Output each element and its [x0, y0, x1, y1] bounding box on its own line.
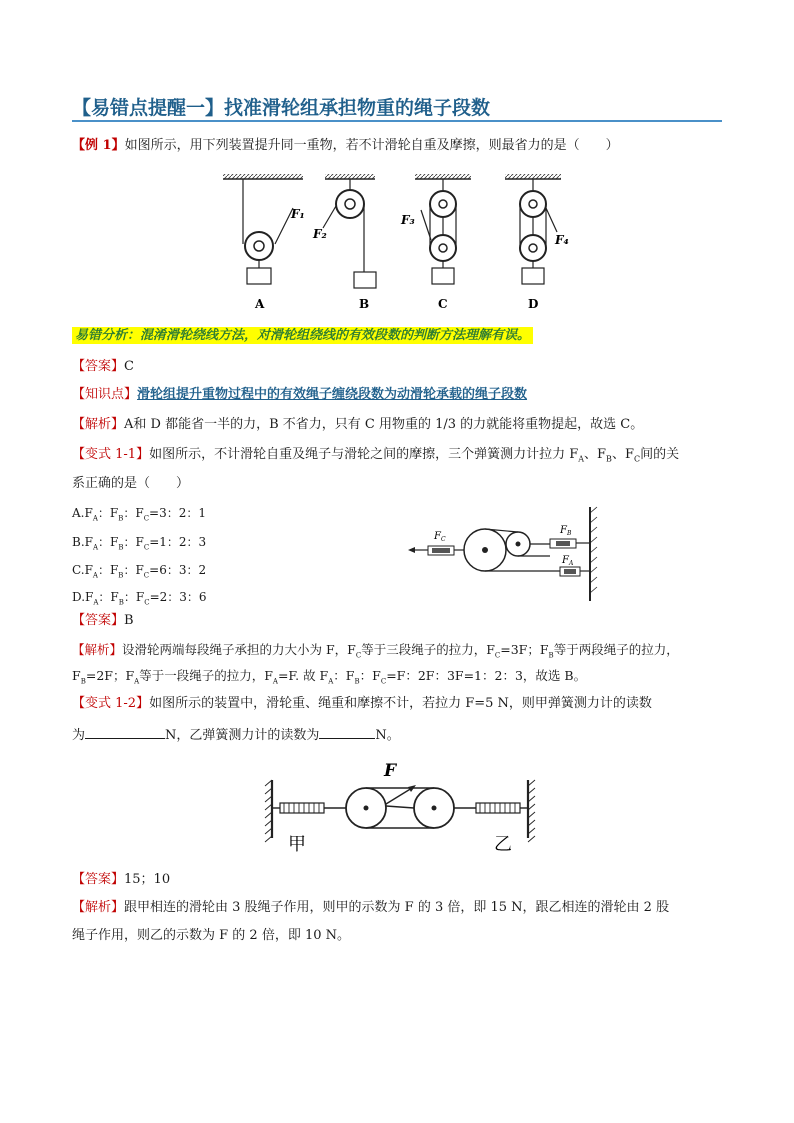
analysis-2-t10: ：F: [359, 668, 381, 683]
analysis-2-t11: =F：2F：3F=1：2：3，故选 B。: [386, 668, 587, 683]
answer-2: [72, 612, 134, 630]
fig-label-a: A: [255, 297, 265, 311]
analysis-3-line1: [72, 899, 669, 917]
analysis-2-t5: F: [72, 668, 81, 683]
force-label-f3: F₃: [401, 213, 415, 227]
knowledge-label: 【知识点】: [72, 387, 138, 402]
knowledge-text: 滑轮组提升重物过程中的有效绳子缠绕段数为动滑轮承载的绳子段数: [137, 387, 528, 402]
analysis-2-t1: 设滑轮两端每段绳子承担的力大小为 F，F: [122, 642, 356, 657]
variant-1-2-line1: [72, 695, 652, 713]
variant-1-2-label: 【变式 1-2】: [72, 696, 150, 711]
example-label: 【例 1】: [72, 138, 125, 153]
analysis-1: [72, 416, 643, 434]
pulley-figure-3: [262, 758, 540, 856]
analysis-1-label: 【解析】: [72, 417, 125, 432]
option-a-prefix: A.F: [72, 506, 93, 520]
option-b-ratio: =1：2：3: [149, 535, 207, 549]
force-f-label: F: [384, 761, 397, 781]
example-1-question: [72, 137, 619, 155]
analysis-2-label: 【解析】: [72, 642, 123, 657]
analysis-2-line2: $F_B=2F$；$F_A$等于一段绳子的拉力，$F_A=F$. 故 $F_A$：$F_B$：$F_C=F$：2F：3F=1：2：3，故选 B。: [72, 668, 587, 686]
pulley-figure-2: [400, 505, 605, 605]
answer-blank-yi[interactable]: [319, 724, 375, 739]
option-b: $B.F_A$：$F_B$：$F_C=1$：2：3: [72, 535, 207, 552]
analysis-2-t8: =F. 故 F: [277, 668, 329, 683]
analysis-3-text1: 跟甲相连的滑轮由 3 股绳子作用，则甲的示数为 F 的 3 倍，即 15 N，跟乙相连的滑轮由 2 股: [124, 900, 670, 915]
title-underline: [72, 120, 722, 122]
analysis-1-text: A和 D 都能省一半的力，B 不省力，只有 C 用物重的 1/3 的力就能将重物提起，故选 C。: [124, 417, 644, 432]
analysis-2-t9: ：F: [333, 668, 355, 683]
answer-3-label: 【答案】: [72, 872, 125, 887]
variant-1-2-t1: 为: [72, 728, 86, 743]
variant-1-1-text-b: 、F: [584, 447, 607, 462]
label-yi: 乙: [494, 834, 512, 855]
answer-1: [72, 358, 134, 376]
section-title: 【易错点提醒一】找准滑轮组承担物重的绳子段数: [72, 97, 491, 119]
variant-1-1-text-end: 间的关: [640, 447, 680, 462]
option-c-ratio: =6：3：2: [149, 563, 207, 577]
answer-1-label: 【答案】: [72, 359, 125, 374]
variant-1-2-t3: N。: [375, 728, 400, 743]
variant-1-2-text: 如图所示的装置中，滑轮重、绳重和摩擦不计，若拉力 F=5 N，则甲弹簧测力计的读数: [149, 696, 652, 711]
variant-1-1-line1: 【变式 1-1】如图所示，不计滑轮自重及绳子与滑轮之间的摩擦，三个弹簧测力计拉力 $F_A$、$F_B$、$F_C$间的关: [72, 447, 680, 464]
variant-1-1-text: 如图所示，不计滑轮自重及绳子与滑轮之间的摩擦，三个弹簧测力计拉力 F: [149, 447, 579, 462]
analysis-2-t3: =3F；F: [500, 642, 549, 657]
label-jia: 甲: [288, 834, 306, 855]
option-c-prefix: C.F: [72, 563, 93, 577]
answer-3-value: 15；10: [124, 872, 171, 887]
analysis-2-t7: 等于一段绳子的拉力，F: [139, 668, 273, 683]
variant-1-1-line2: 系正确的是（ ）: [72, 476, 190, 491]
option-c: $C.F_A$：$F_B$：$F_C=6$：3：2: [72, 563, 207, 580]
force-label-f2: F₂: [313, 227, 327, 241]
answer-3: [72, 871, 170, 889]
analysis-2-t6: =2F；F: [85, 668, 135, 683]
answer-2-label: 【答案】: [72, 613, 125, 628]
option-d-prefix: D.F: [72, 590, 94, 604]
setup-b: [312, 174, 376, 311]
option-a-ratio: =3：2：1: [149, 506, 207, 520]
mistake-analysis: [72, 327, 533, 345]
analysis-2-line1: 【解析】设滑轮两端每段绳子承担的力大小为 F，$F_C$等于三段绳子的拉力，$F_C=3F$；$F_B$等于两段绳子的拉力，: [72, 642, 679, 660]
analysis-2-t4: 等于两段绳子的拉力，: [553, 642, 679, 657]
mistake-analysis-text: 易错分析：混淆滑轮绕线方法，对滑轮组绕线的有效段数的判断方法理解有误。: [72, 327, 533, 344]
option-d: $D.F_A$：$F_B$：$F_C=2$：3：6: [72, 590, 207, 607]
answer-1-value: C: [124, 359, 134, 374]
force-label-f4: F₄: [555, 233, 569, 247]
setup-a: [223, 174, 305, 311]
analysis-3-line2: 绳子作用，则乙的示数为 F 的 2 倍，即 10 N。: [72, 928, 351, 943]
option-d-ratio: =2：3：6: [149, 590, 207, 604]
option-b-prefix: B.F: [72, 535, 93, 549]
option-a: $A.F_A$：$F_B$：$F_C=3$：2：1: [72, 506, 207, 523]
fig-label-b: B: [359, 297, 370, 311]
setup-d: [505, 174, 569, 311]
fb-label: $F_B$: [560, 525, 572, 537]
setup-c: [400, 174, 471, 311]
analysis-2-t2: 等于三段绳子的拉力，F: [361, 642, 495, 657]
fa-label: $F_A$: [562, 555, 574, 567]
variant-1-2-line2: [72, 724, 400, 745]
variant-1-1-text-c: 、F: [611, 447, 634, 462]
example-question-text: 如图所示，用下列装置提升同一重物，若不计滑轮自重及摩擦，则最省力的是（ ）: [124, 138, 619, 153]
force-label-f1: F₁: [291, 207, 305, 221]
fig-label-d: D: [528, 297, 539, 311]
answer-2-value: B: [124, 613, 134, 628]
variant-1-1-label: 【变式 1-1】: [72, 447, 150, 462]
fc-label: $F_C$: [434, 531, 446, 543]
fig-label-c: C: [438, 297, 448, 311]
pulley-figure-1: [215, 168, 585, 318]
knowledge-point: [72, 386, 527, 404]
variant-1-2-t2: N，乙弹簧测力计的读数为: [165, 728, 320, 743]
answer-blank-jia[interactable]: [85, 724, 165, 739]
analysis-3-label: 【解析】: [72, 900, 125, 915]
